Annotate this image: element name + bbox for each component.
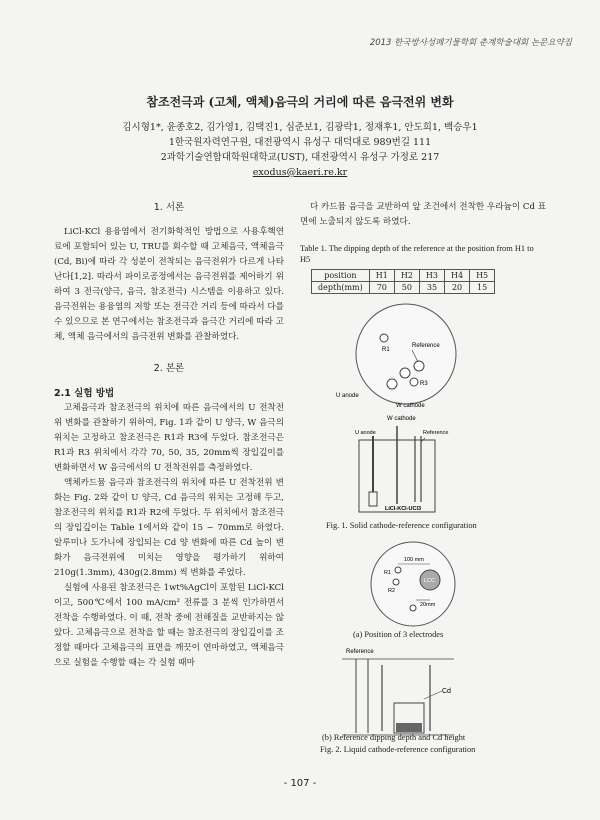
fig2-label-100mm: 100 mm	[404, 557, 424, 563]
table-cell: H3	[419, 270, 444, 282]
table-cell: 50	[394, 282, 419, 294]
subsection-method-heading: 2.1 실험 방법	[54, 388, 115, 399]
right-column-text	[300, 200, 546, 230]
table-cell: 70	[369, 282, 394, 294]
fig2-label-r1: R1	[384, 570, 392, 576]
fig1-label-r1: R1	[382, 347, 390, 353]
table-caption: Table 1. The dipping depth of the reference at the position from H1 to H5	[300, 244, 534, 264]
fig1-label-u-anode-side: U anode	[355, 430, 376, 436]
page-number: - 107 -	[283, 778, 317, 789]
fig2-dipping-depth	[338, 643, 478, 741]
fig2b-caption: (b) Reference dipping depth and Cd height	[322, 733, 466, 742]
table-cell: depth(mm)	[312, 282, 370, 294]
affiliation-2: 2과학기술연합대학원대학교(UST), 대전광역시 유성구 가정로 217	[160, 152, 440, 163]
table-cell: 20	[445, 282, 470, 294]
fig1-label-reference: Reference	[412, 343, 440, 349]
author-email[interactable]: exodus@kaeri.re.kr	[252, 167, 348, 178]
table-cell: 35	[419, 282, 444, 294]
dipping-depth-table	[311, 269, 495, 294]
fig1-label-w-cathode-side: W cathode	[387, 416, 416, 422]
fig1-label-w-cathode: W cathode	[396, 403, 425, 409]
fig2-caption: Fig. 2. Liquid cathode-reference configuration	[320, 745, 476, 754]
running-header: 2013 한국방사성폐기물학회 춘계학술대회 논문요약집	[369, 38, 572, 48]
fig2-label-20mm: 20mm	[420, 602, 436, 608]
author-list: 김시형1*, 윤종호2, 김가영1, 김택진1, 심준보1, 김광락1, 정재후1, 안도희1, 백승우1	[122, 122, 478, 133]
fig2-label-r2: R2	[388, 588, 396, 594]
table-cell: H5	[470, 270, 495, 282]
continued-paragraph: 다 카드뮴 음극을 교반하여 앞 조건에서 전착한 우라늄이 Cd 표면에 노출되지 않도록 하였다.	[300, 202, 546, 227]
fig1-label-reference-side: Reference	[423, 430, 449, 436]
fig2-electrode-positions	[358, 540, 468, 630]
fig2-label-lcc: LCC	[424, 578, 436, 584]
section-body-heading: 2. 본론	[153, 363, 185, 374]
affiliation-1: 1한국원자력연구원, 대전광역시 유성구 대덕대로 989번길 111	[168, 137, 432, 148]
paper-title: 참조전극과 (고체, 액체)음극의 거리에 따른 음극전위 변화	[146, 95, 454, 109]
table-row	[312, 282, 495, 294]
fig2a-caption: (a) Position of 3 electrodes	[353, 630, 444, 639]
section-intro-heading: 1. 서론	[153, 202, 185, 213]
table-cell: H2	[394, 270, 419, 282]
intro-paragraph: LiCl-KCl 용융염에서 전기화학적인 방법으로 사용후핵연료에 포함되어 있는 U, TRU를 회수할 때 고체음극, 액체음극(Cd, Bi)에 따라 각 성분이 전착되는 음극전위가 다르게 나타난다[1,2]. 따라서 파이로공정에서는 음극전위를 제어하기 위하여 3 전극(양극, 음극, 참조전극) 시스템을 이용하고 있다. 음극전위는 용융염의 저항 또는 전극간 거리 등에 따라서 다를 수 있으므로 본 연구에서는 참조전극과 음극간 거리에 따라 고체, 액체 음극에서의 음극전위 변화를 관찰하였다.	[54, 227, 284, 342]
fig1-top-view	[336, 302, 468, 412]
author-block	[0, 120, 600, 180]
method-paragraph-1: 고체음극과 참조전극의 위치에 따른 음극에서의 U 전착전위 변화를 관찰하기 위하여, Fig. 1과 같이 U 양극, W 음극의 위치는 고정하고 참조전극은 R1과 R3에 두었다. 참조전극은 R1과 R3 위치에서 각각 70, 50, 35, 20mm씩 장입깊이를 변화하면서 W 음극에서의 U 전착전위를 측정하였다.	[54, 403, 284, 473]
table-cell: H1	[369, 270, 394, 282]
method-paragraph-3: 실험에 사용된 참조전극은 1wt%AgCl이 포함된 LiCl-KCl 이고, 500℃에서 100 mA/cm² 전류를 3 분씩 인가하면서 전착을 수행하였다. 이 때, 전착 중에 전해질을 교반하지는 않았다. 고체음극으로 전착을 할 때는 참조전극의 장입깊이를 조정할 때마다 고체음극의 표면을 깨끗이 연마하였고, 액체음극으로 실험을 수행할 때는 각 실험 때마	[54, 583, 284, 668]
fig1-caption: Fig. 1. Solid cathode-reference configuration	[326, 521, 477, 530]
fig1-label-u-anode: U anode	[336, 393, 359, 399]
method-paragraph-2: 액체카드뮴 음극과 참조전극의 위치에 따른 U 전착전위 변화는 Fig. 2와 같이 U 양극, Cd 음극의 위치는 고정해 두고, 참조전극의 위치를 R1과 R2에 두었다. 두 위치에서 참조전극의 장입깊이는 Table 1에서와 같이 15 ~ 70mm로 하였다. 알루미나 도가니에 장입되는 Cd 양 변화에 따른 Cd 높이 변화가 음극전위에 미치는 영향을 평가하기 위하여 210g(1.3mm), 430g(2.8mm) 씩 변화를 주었다.	[54, 478, 284, 578]
fig1-label-salt: LiCl-KCl-UCl3	[385, 506, 422, 512]
table-cell: H4	[445, 270, 470, 282]
fig1-side-view	[355, 412, 465, 520]
table-cell: position	[312, 270, 370, 282]
left-column	[54, 200, 284, 671]
table-cell: 15	[470, 282, 495, 294]
fig2-label-reference: Reference	[346, 649, 374, 655]
table-header-row	[312, 270, 495, 282]
fig1-label-r3: R3	[420, 381, 428, 387]
fig2-label-cd: Cd	[442, 688, 451, 695]
